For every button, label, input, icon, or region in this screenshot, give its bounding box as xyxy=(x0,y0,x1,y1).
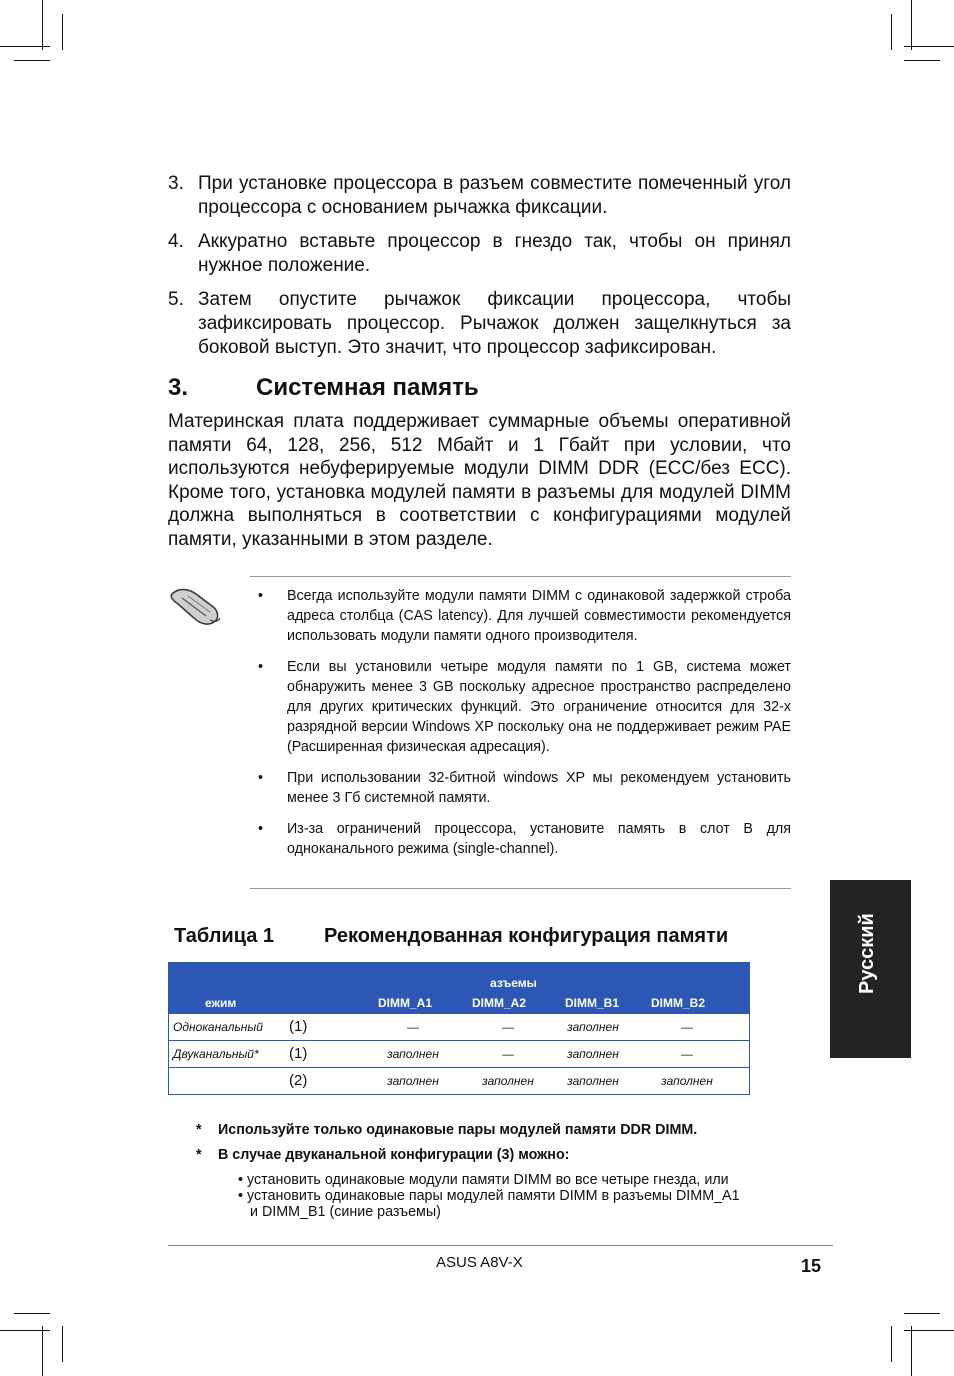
column-header: DIMM_B1 xyxy=(565,996,620,1010)
step-number: 5. xyxy=(168,289,184,310)
crop-mark xyxy=(42,0,43,50)
step-item xyxy=(168,230,791,278)
footnote-text: В случае двуканальной конфигурации (3) можно: xyxy=(218,1147,570,1163)
slot-cell: заполнен xyxy=(482,1074,534,1088)
slot-cell: заполнен xyxy=(567,1074,619,1088)
page-number: 15 xyxy=(801,1256,822,1276)
footer-model: ASUS A8V-X xyxy=(436,1254,523,1271)
language-side-tab xyxy=(830,880,911,1058)
step-item xyxy=(168,172,791,220)
step-text: При установке процессора в разъем совместите помеченный угол процессора с основанием рычажка фиксации. xyxy=(198,173,791,218)
hand-note-icon xyxy=(166,582,226,630)
crop-mark xyxy=(14,60,50,61)
note-bottom-rule xyxy=(250,888,791,889)
table-title: Рекомендованная конфигурация памяти xyxy=(324,925,729,947)
crop-mark xyxy=(42,1326,43,1376)
crop-mark xyxy=(891,1326,892,1362)
install-steps xyxy=(168,172,791,370)
footnote-options xyxy=(238,1172,793,1220)
footnote-text: Используйте только одинаковые пары модулей памяти DDR DIMM. xyxy=(218,1122,698,1138)
channel-cell: (1) xyxy=(289,1045,308,1062)
footnote-mark: * xyxy=(196,1147,202,1163)
slot-cell: — xyxy=(502,1047,514,1061)
note-item xyxy=(258,819,791,859)
bullet: • xyxy=(258,821,264,837)
note-text: При использовании 32-битной windows XP мы рекомендуем установить менее 3 Гб системной памяти. xyxy=(287,770,791,806)
language-label: Русский xyxy=(856,913,878,994)
header-mode-label: ежим xyxy=(205,996,237,1010)
footnote xyxy=(196,1147,569,1163)
mode-cell: Одноканальный xyxy=(173,1020,263,1034)
memory-config-table xyxy=(168,962,750,1095)
option-line: • установить одинаковые модули памяти DIMM во все четыре гнезда, или xyxy=(238,1172,729,1188)
option-line: и DIMM_B1 (синие разъемы) xyxy=(250,1204,441,1220)
section-intro: Материнская плата поддерживает суммарные объемы оперативной памяти 64, 128, 256, 512 Мбайт и 1 Гбайт при условии, что используются небуферируемые модули DIMM DDR (ECC/без ECC). Кроме того, установка модулей памяти в разъемы для модулей DIMM должна выполняться в соответствии с конфигурациями модулей памяти, указанными в этом разделе. xyxy=(168,411,791,550)
slot-cell: — xyxy=(502,1020,514,1034)
mode-cell: Двуканальный* xyxy=(173,1047,259,1061)
step-number: 3. xyxy=(168,173,184,194)
crop-mark xyxy=(904,60,940,61)
step-number: 4. xyxy=(168,231,184,252)
crop-mark xyxy=(62,1326,63,1362)
slot-cell: заполнен xyxy=(567,1047,619,1061)
step-text: Затем опустите рычажок фиксации процессора, чтобы зафиксировать процессор. Рычажок должен защелкнуться за боковой выступ. Это значит, что процессор зафиксирован. xyxy=(198,289,791,358)
crop-mark xyxy=(62,14,63,50)
note-top-rule xyxy=(250,576,791,577)
crop-mark xyxy=(14,1313,50,1314)
slot-cell: заполнен xyxy=(661,1074,713,1088)
section-number: 3. xyxy=(168,374,189,401)
note-text: Если вы установили четыре модуля памяти по 1 GB, система может обнаружить менее 3 GB поскольку адресное пространство распределено для других критических функций. Это ограничение относится для 32-х разрядной версии Windows XP поскольку она не поддерживает режим PAE (Расширенная физическая адресация). xyxy=(287,659,791,755)
crop-mark xyxy=(891,14,892,50)
slot-cell: — xyxy=(681,1047,693,1061)
footnote-mark: * xyxy=(196,1122,202,1138)
note-text: Из-за ограничений процессора, установите память в слот B для одноканального режима (single-channel). xyxy=(287,821,791,857)
table-header xyxy=(169,963,749,1013)
footnote xyxy=(196,1122,697,1138)
slot-cell: заполнен xyxy=(387,1074,439,1088)
crop-mark xyxy=(911,0,912,50)
column-header: DIMM_A1 xyxy=(378,996,433,1010)
crop-mark xyxy=(911,1326,912,1376)
header-group-label: азъемы xyxy=(490,976,537,990)
slot-cell: заполнен xyxy=(387,1047,439,1061)
table-label: Таблица 1 xyxy=(174,925,275,947)
slot-cell: заполнен xyxy=(567,1020,619,1034)
note-item xyxy=(258,657,791,757)
section-heading xyxy=(168,374,479,402)
bullet: • xyxy=(258,659,264,675)
note-list xyxy=(258,586,791,870)
crop-mark xyxy=(904,1313,940,1314)
section-title: Системная память xyxy=(256,374,479,401)
table-caption xyxy=(174,925,728,948)
bullet: • xyxy=(258,770,264,786)
column-header: DIMM_A2 xyxy=(472,996,527,1010)
option-line: • установить одинаковые пары модулей памяти DIMM в разъемы DIMM_A1 xyxy=(238,1188,740,1204)
note-item xyxy=(258,586,791,646)
slot-cell: — xyxy=(407,1020,419,1034)
step-item xyxy=(168,288,791,360)
step-text: Аккуратно вставьте процессор в гнездо так, чтобы он принял нужное положение. xyxy=(198,231,791,276)
table-row xyxy=(169,1040,749,1067)
table-row xyxy=(169,1067,749,1094)
table-row xyxy=(169,1013,749,1040)
channel-cell: (2) xyxy=(289,1072,308,1089)
slot-cell: — xyxy=(681,1020,693,1034)
note-item xyxy=(258,768,791,808)
footer-rule xyxy=(168,1245,833,1246)
column-header: DIMM_B2 xyxy=(651,996,706,1010)
note-text: Всегда используйте модули памяти DIMM с одинаковой задержкой строба адреса столбца (CAS latency). Для лучшей совместимости рекомендуется использовать модули памяти одного производителя. xyxy=(287,588,791,644)
bullet: • xyxy=(258,588,264,604)
channel-cell: (1) xyxy=(289,1018,308,1035)
